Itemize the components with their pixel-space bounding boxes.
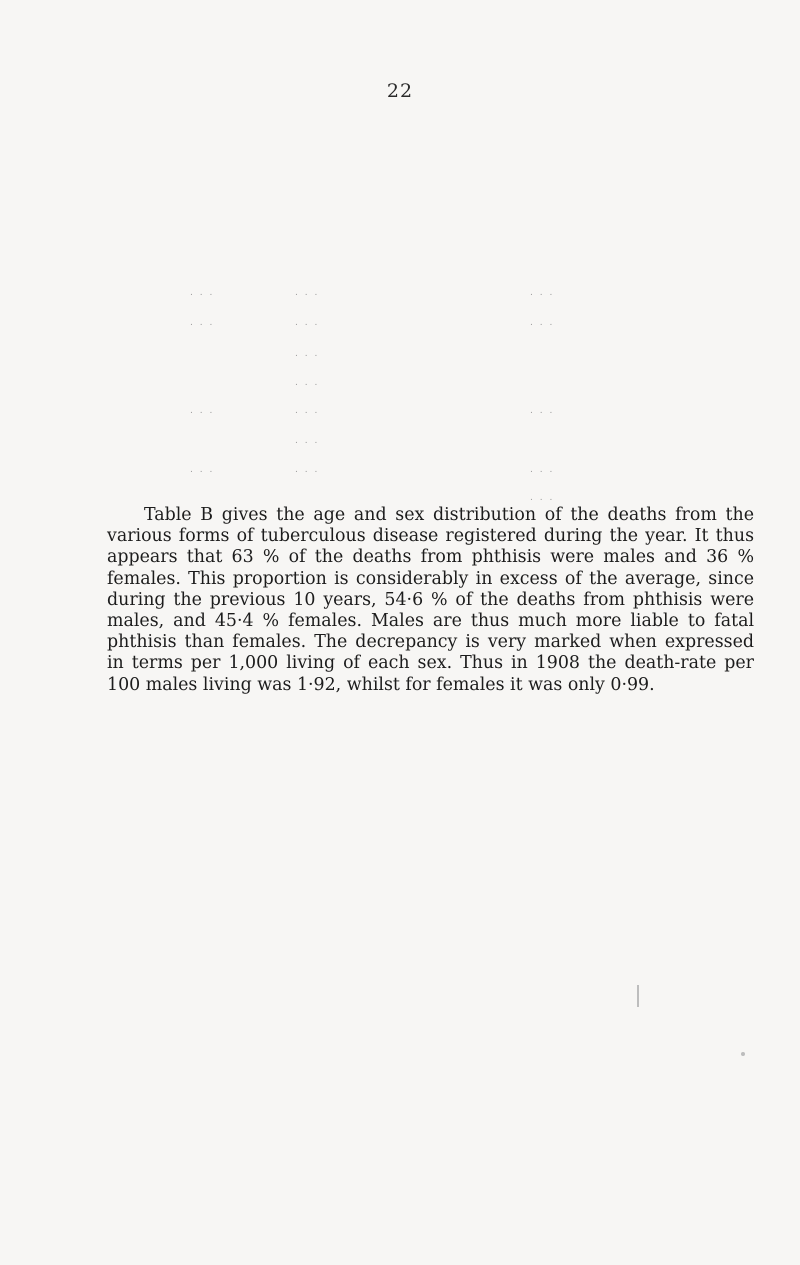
leader-dots: . . .: [295, 349, 320, 359]
leader-dots: . . .: [530, 318, 555, 328]
leader-dots: . . .: [530, 288, 555, 298]
leader-dots: . . .: [295, 318, 320, 328]
leader-dots: . . .: [295, 436, 320, 446]
leader-dots: . . .: [530, 493, 555, 503]
paragraph-line: various forms of tuberculous disease registered during the year. It thus: [107, 526, 754, 547]
page-number: 22: [386, 80, 414, 102]
leader-dots: . . .: [190, 318, 215, 328]
leader-dots: . . .: [295, 465, 320, 475]
body-paragraph: [107, 505, 754, 696]
leader-dots: . . .: [295, 406, 320, 416]
leader-dots: . . .: [295, 378, 320, 388]
leader-dots: . . .: [190, 465, 215, 475]
paragraph-line: in terms per 1,000 living of each sex. Thus in 1908 the death-rate per: [107, 653, 754, 674]
paragraph-line: appears that 63 % of the deaths from phthisis were males and 36 %: [107, 547, 754, 568]
leader-dots: . . .: [295, 288, 320, 298]
scan-mark: [741, 1052, 745, 1056]
paragraph-line: 100 males living was 1·92, whilst for females it was only 0·99.: [107, 674, 655, 695]
paragraph-line: females. This proportion is considerably in excess of the average, since: [107, 568, 754, 589]
paragraph-line: Table B gives the age and sex distribution of the deaths from the: [144, 505, 754, 525]
paragraph-line: phthisis than females. The decrepancy is very marked when expressed: [107, 632, 754, 653]
leader-dots: . . .: [190, 288, 215, 298]
scan-mark: [637, 985, 639, 1007]
leader-dots: . . .: [530, 465, 555, 475]
paragraph-line: during the previous 10 years, 54·6 % of the deaths from phthisis were: [107, 589, 754, 610]
paragraph-line: males, and 45·4 % females. Males are thus much more liable to fatal: [107, 611, 754, 632]
leader-dots: . . .: [190, 406, 215, 416]
leader-dots: . . .: [530, 406, 555, 416]
